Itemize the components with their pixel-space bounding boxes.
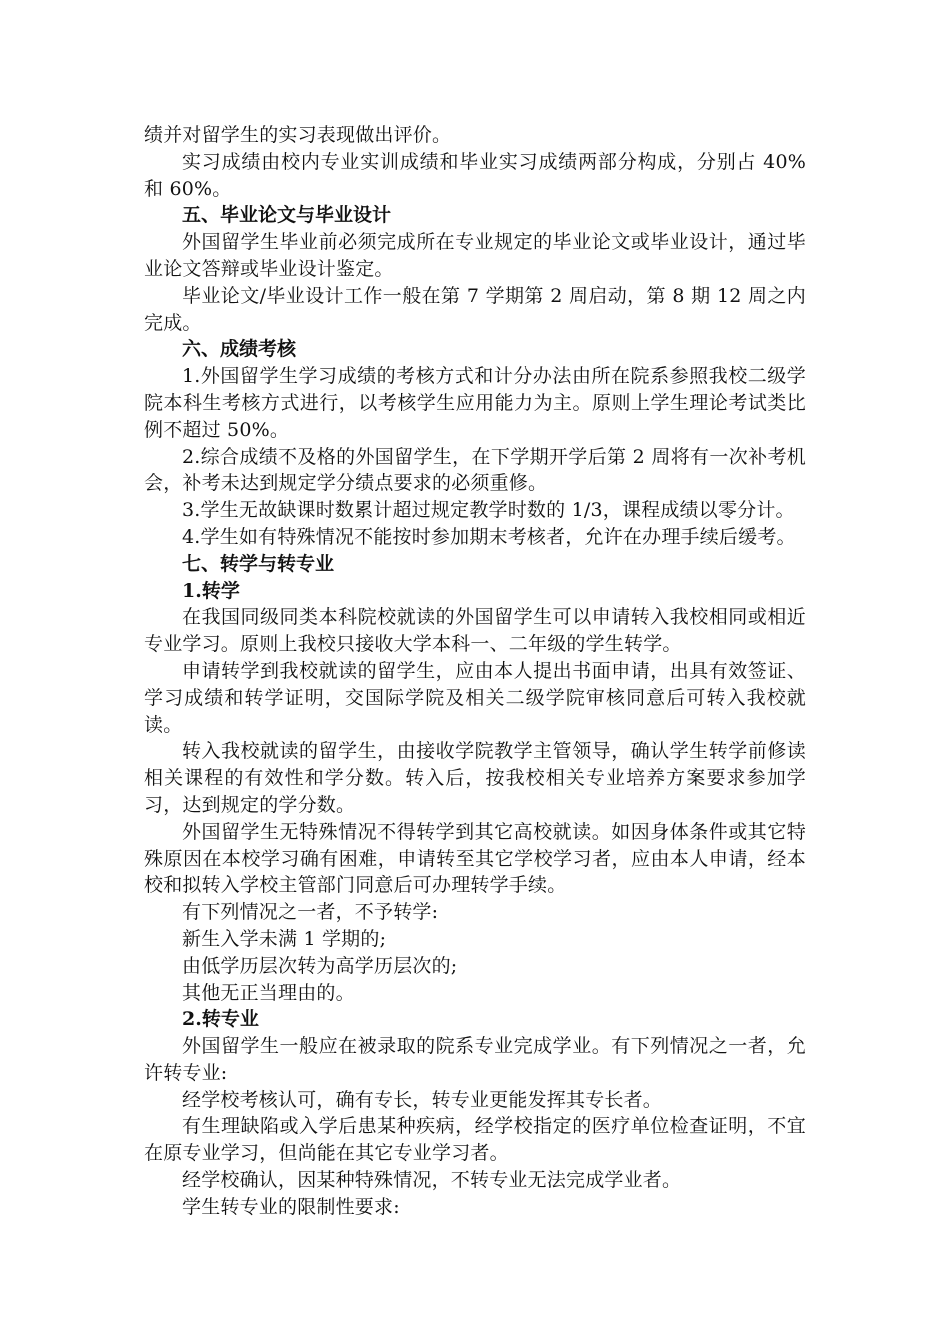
- paragraph: 在我国同级同类本科院校就读的外国留学生可以申请转入我校相同或相近专业学习。原则上我校只接收大学本科一、二年级的学生转学。: [144, 606, 806, 656]
- paragraph: 外国留学生无特殊情况不得转学到其它高校就读。如因身体条件或其它特殊原因在本校学习确有困难，申请转至其它学校学习者，应由本人申请，经本校和拟转入学校主管部门同意后可办理转学手续。: [144, 820, 806, 897]
- list-item: 经学校确认，因某种特殊情况，不转专业无法完成学业者。: [182, 1169, 682, 1192]
- paragraph: 转入我校就读的留学生，由接收学院教学主管领导，确认学生转学前修读相关课程的有效性和学分数。转入后，按我校相关专业培养方案要求参加学习，达到规定的学分数。: [144, 740, 806, 816]
- document-page: [144, 122, 806, 1221]
- paragraph: 4.学生如有特殊情况不能按时参加期末考核者，允许在办理手续后缓考。: [182, 525, 796, 548]
- section-heading: 六、成绩考核: [182, 338, 297, 361]
- paragraph: 外国留学生一般应在被录取的院系专业完成学业。有下列情况之一者，允许转专业:: [144, 1035, 806, 1084]
- paragraph: 有下列情况之一者，不予转学:: [182, 901, 439, 924]
- subsection-heading: 1.转学: [182, 579, 240, 602]
- paragraph: 1.外国留学生学习成绩的考核方式和计分办法由所在院系参照我校二级学院本科生考核方式进行，以考核学生应用能力为主。原则上学生理论考试类比例不超过 50%。: [144, 365, 806, 441]
- section-heading: 七、转学与转专业: [182, 552, 335, 575]
- list-item: 其他无正当理由的。: [182, 981, 355, 1004]
- paragraph: 学生转专业的限制性要求:: [182, 1195, 400, 1218]
- paragraph: 实习成绩由校内专业实训成绩和毕业实习成绩两部分构成，分别占 40%和 60%。: [144, 150, 806, 200]
- list-item: 由低学历层次转为高学历层次的;: [182, 954, 458, 977]
- list-item: 有生理缺陷或入学后患某种疾病，经学校指定的医疗单位检查证明，不宜在原专业学习，但尚能在其它专业学习者。: [144, 1115, 806, 1165]
- paragraph: 绩并对留学生的实习表现做出评价。: [144, 124, 452, 146]
- paragraph: 外国留学生毕业前必须完成所在专业规定的毕业论文或毕业设计，通过毕业论文答辩或毕业设计鉴定。: [144, 231, 806, 280]
- section-heading: 五、毕业论文与毕业设计: [182, 204, 392, 227]
- list-item: 新生入学未满 1 学期的;: [182, 927, 387, 950]
- paragraph: 3.学生无故缺课时数累计超过规定教学时数的 1/3，课程成绩以零分计。: [182, 499, 795, 522]
- subsection-heading: 2.转专业: [182, 1008, 259, 1031]
- paragraph: 毕业论文/毕业设计工作一般在第 7 学期第 2 周启动，第 8 期 12 周之内完成。: [144, 284, 806, 334]
- list-item: 经学校考核认可，确有专长，转专业更能发挥其专长者。: [182, 1088, 663, 1111]
- paragraph: 申请转学到我校就读的留学生，应由本人提出书面申请，出具有效签证、学习成绩和转学证明，交国际学院及相关二级学院审核同意后可转入我校就读。: [144, 659, 806, 736]
- paragraph: 2.综合成绩不及格的外国留学生，在下学期开学后第 2 周将有一次补考机会，补考未达到规定学分绩点要求的必须重修。: [144, 445, 806, 495]
